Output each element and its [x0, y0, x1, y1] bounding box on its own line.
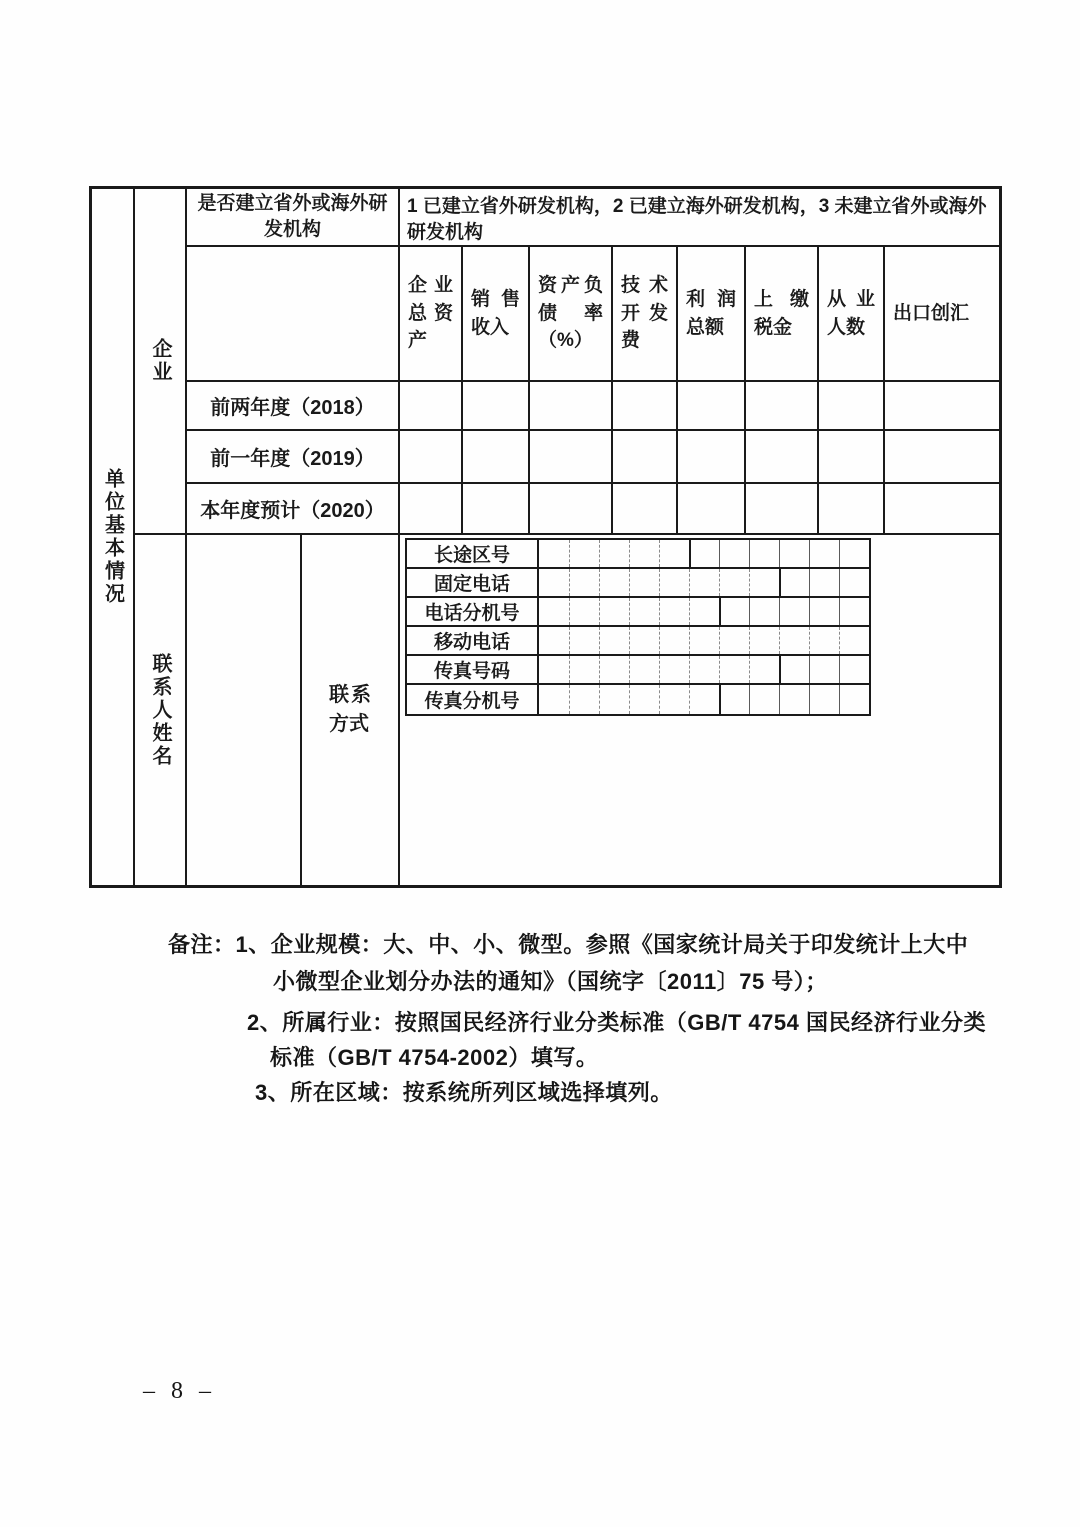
data-cell — [678, 431, 746, 484]
digit-cell — [809, 685, 839, 714]
section-contact-header — [135, 535, 187, 885]
column-header-sales-revenue — [463, 247, 530, 382]
digit-cell — [839, 627, 869, 654]
digit-cell — [659, 685, 689, 714]
section-enterprise-label: 企业 — [149, 338, 171, 384]
column-header-label: 技术开发费 — [621, 275, 668, 352]
digit-cell — [779, 540, 809, 567]
phone-row-label: 长途区号 — [407, 540, 539, 567]
digit-cell — [629, 598, 659, 625]
digit-cell — [599, 540, 629, 567]
digit-cell — [539, 656, 569, 683]
contact-method-cell — [302, 535, 400, 885]
section-contact-label: 联系人姓名 — [149, 652, 171, 768]
digit-cell — [779, 627, 809, 654]
digit-cell — [719, 685, 749, 714]
digit-cell — [539, 598, 569, 625]
phone-row-label: 移动电话 — [407, 627, 539, 654]
digit-cell — [659, 598, 689, 625]
digit-cell — [809, 656, 839, 683]
section-enterprise-header — [135, 189, 187, 535]
contact-method-label: 联系方式 — [329, 684, 371, 735]
digit-cell — [839, 540, 869, 567]
digit-cell — [809, 540, 839, 567]
rd-options-text: 1 已建立省外研发机构，2 已建立海外研发机构，3 未建立省外或海外研发机构 — [407, 196, 987, 243]
digit-cell — [719, 569, 749, 596]
digit-cell — [659, 569, 689, 596]
contact-name-cell — [187, 535, 302, 885]
data-cell — [613, 382, 678, 431]
digit-cell — [539, 685, 569, 714]
rd-question-label: 是否建立省外或海外研发机构 — [197, 193, 388, 240]
digit-cell — [569, 656, 599, 683]
row-group-header — [92, 189, 135, 885]
digit-cell — [779, 656, 809, 683]
note-line: 3、所在区域：按系统所列区域选择填列。 — [255, 1080, 673, 1105]
phone-row-label: 电话分机号 — [407, 598, 539, 625]
digit-cell — [689, 540, 719, 567]
digit-cell — [689, 598, 719, 625]
data-cell — [530, 382, 613, 431]
digit-cell — [629, 656, 659, 683]
data-cell — [819, 382, 885, 431]
data-cell — [819, 484, 885, 535]
note-line: 小微型企业划分办法的通知》（国统字〔2011〕75 号）； — [273, 969, 828, 994]
digit-cell — [749, 540, 779, 567]
digit-cell — [779, 685, 809, 714]
column-header-total-profit — [678, 247, 746, 382]
digit-cell — [809, 598, 839, 625]
data-cell — [885, 382, 999, 431]
digit-cell — [629, 540, 659, 567]
note-line: 备注：1、企业规模：大、中、小、微型。参照《国家统计局关于印发统计上大中 — [168, 932, 969, 957]
phone-row-label: 传真号码 — [407, 656, 539, 683]
digit-cell — [749, 685, 779, 714]
column-header-tech-dev-fee — [613, 247, 678, 382]
digit-cell — [569, 569, 599, 596]
digit-cell — [809, 627, 839, 654]
data-cell — [463, 431, 530, 484]
note-line: 标准（GB/T 4754-2002）填写。 — [270, 1045, 599, 1070]
data-cell — [885, 484, 999, 535]
digit-cell — [689, 627, 719, 654]
digit-cell — [839, 598, 869, 625]
digit-cell — [749, 627, 779, 654]
data-cell — [613, 431, 678, 484]
data-cell — [463, 382, 530, 431]
phone-table — [405, 538, 871, 716]
phone-row-landline — [407, 569, 869, 598]
phone-row-extension — [407, 598, 869, 627]
digit-cell — [689, 656, 719, 683]
column-header-label: 上缴税金 — [754, 288, 809, 338]
column-header-label: 销售收入 — [471, 288, 520, 338]
digit-cells — [539, 598, 869, 625]
data-cell — [746, 382, 819, 431]
digit-cells — [539, 685, 869, 714]
digit-cells — [539, 656, 869, 683]
data-cell — [746, 431, 819, 484]
digit-cell — [569, 540, 599, 567]
digit-cells — [539, 540, 869, 567]
column-header-label: 企业总资产 — [408, 275, 453, 352]
basic-info-table — [89, 186, 1002, 888]
column-header-label: 资产负债率（%） — [538, 275, 603, 352]
digit-cell — [539, 540, 569, 567]
digit-cell — [659, 540, 689, 567]
digit-cell — [749, 569, 779, 596]
digit-cell — [719, 656, 749, 683]
header-spacer-cell — [187, 247, 400, 382]
digit-cell — [749, 598, 779, 625]
data-cell — [819, 431, 885, 484]
year-label: 前一年度（2019） — [210, 448, 375, 470]
digit-cell — [689, 685, 719, 714]
year-row-label-2019 — [187, 431, 400, 484]
digit-cell — [599, 656, 629, 683]
column-header-label: 从业人数 — [827, 288, 875, 338]
column-header-label: 出口创汇 — [893, 302, 970, 324]
phone-row-area-code — [407, 540, 869, 569]
digit-cell — [659, 656, 689, 683]
column-header-export-earnings — [885, 247, 999, 382]
digit-cells — [539, 569, 869, 596]
digit-cell — [809, 569, 839, 596]
year-label: 本年度预计（2020） — [200, 500, 385, 522]
row-group-label: 单位基本情况 — [101, 468, 124, 606]
data-cell — [678, 484, 746, 535]
digit-cell — [569, 685, 599, 714]
digit-cell — [599, 627, 629, 654]
data-cell — [400, 431, 463, 484]
digit-cell — [779, 598, 809, 625]
phone-row-label: 传真分机号 — [407, 685, 539, 714]
note-line: 2、所属行业：按照国民经济行业分类标准（GB/T 4754 国民经济行业分类 — [247, 1010, 986, 1035]
digit-cell — [539, 569, 569, 596]
data-cell — [613, 484, 678, 535]
year-row-label-2018 — [187, 382, 400, 431]
data-cell — [463, 484, 530, 535]
data-cell — [678, 382, 746, 431]
contact-open-area — [400, 535, 999, 885]
column-header-debt-ratio — [530, 247, 613, 382]
digit-cell — [719, 598, 749, 625]
data-cell — [400, 484, 463, 535]
digit-cell — [539, 627, 569, 654]
page-number: – 8 – — [143, 1378, 211, 1404]
digit-cell — [779, 569, 809, 596]
column-header-tax-paid — [746, 247, 819, 382]
digit-cell — [629, 569, 659, 596]
digit-cell — [839, 685, 869, 714]
column-header-employees — [819, 247, 885, 382]
phone-row-mobile — [407, 627, 869, 656]
data-cell — [746, 484, 819, 535]
phone-row-fax — [407, 656, 869, 685]
digit-cell — [719, 627, 749, 654]
digit-cell — [599, 598, 629, 625]
column-header-label: 利润总额 — [686, 288, 736, 338]
phone-row-fax-extension — [407, 685, 869, 714]
digit-cell — [599, 569, 629, 596]
phone-row-label: 固定电话 — [407, 569, 539, 596]
data-cell — [530, 484, 613, 535]
digit-cell — [629, 627, 659, 654]
digit-cells — [539, 627, 869, 654]
digit-cell — [659, 627, 689, 654]
column-header-total-assets — [400, 247, 463, 382]
digit-cell — [839, 656, 869, 683]
digit-cell — [749, 656, 779, 683]
rd-options-cell — [400, 189, 999, 247]
digit-cell — [629, 685, 659, 714]
digit-cell — [719, 540, 749, 567]
rd-question-cell — [187, 189, 400, 247]
digit-cell — [839, 569, 869, 596]
year-label: 前两年度（2018） — [210, 397, 375, 419]
data-cell — [530, 431, 613, 484]
digit-cell — [599, 685, 629, 714]
data-cell — [400, 382, 463, 431]
digit-cell — [569, 627, 599, 654]
digit-cell — [689, 569, 719, 596]
data-cell — [885, 431, 999, 484]
digit-cell — [569, 598, 599, 625]
year-row-label-2020 — [187, 484, 400, 535]
